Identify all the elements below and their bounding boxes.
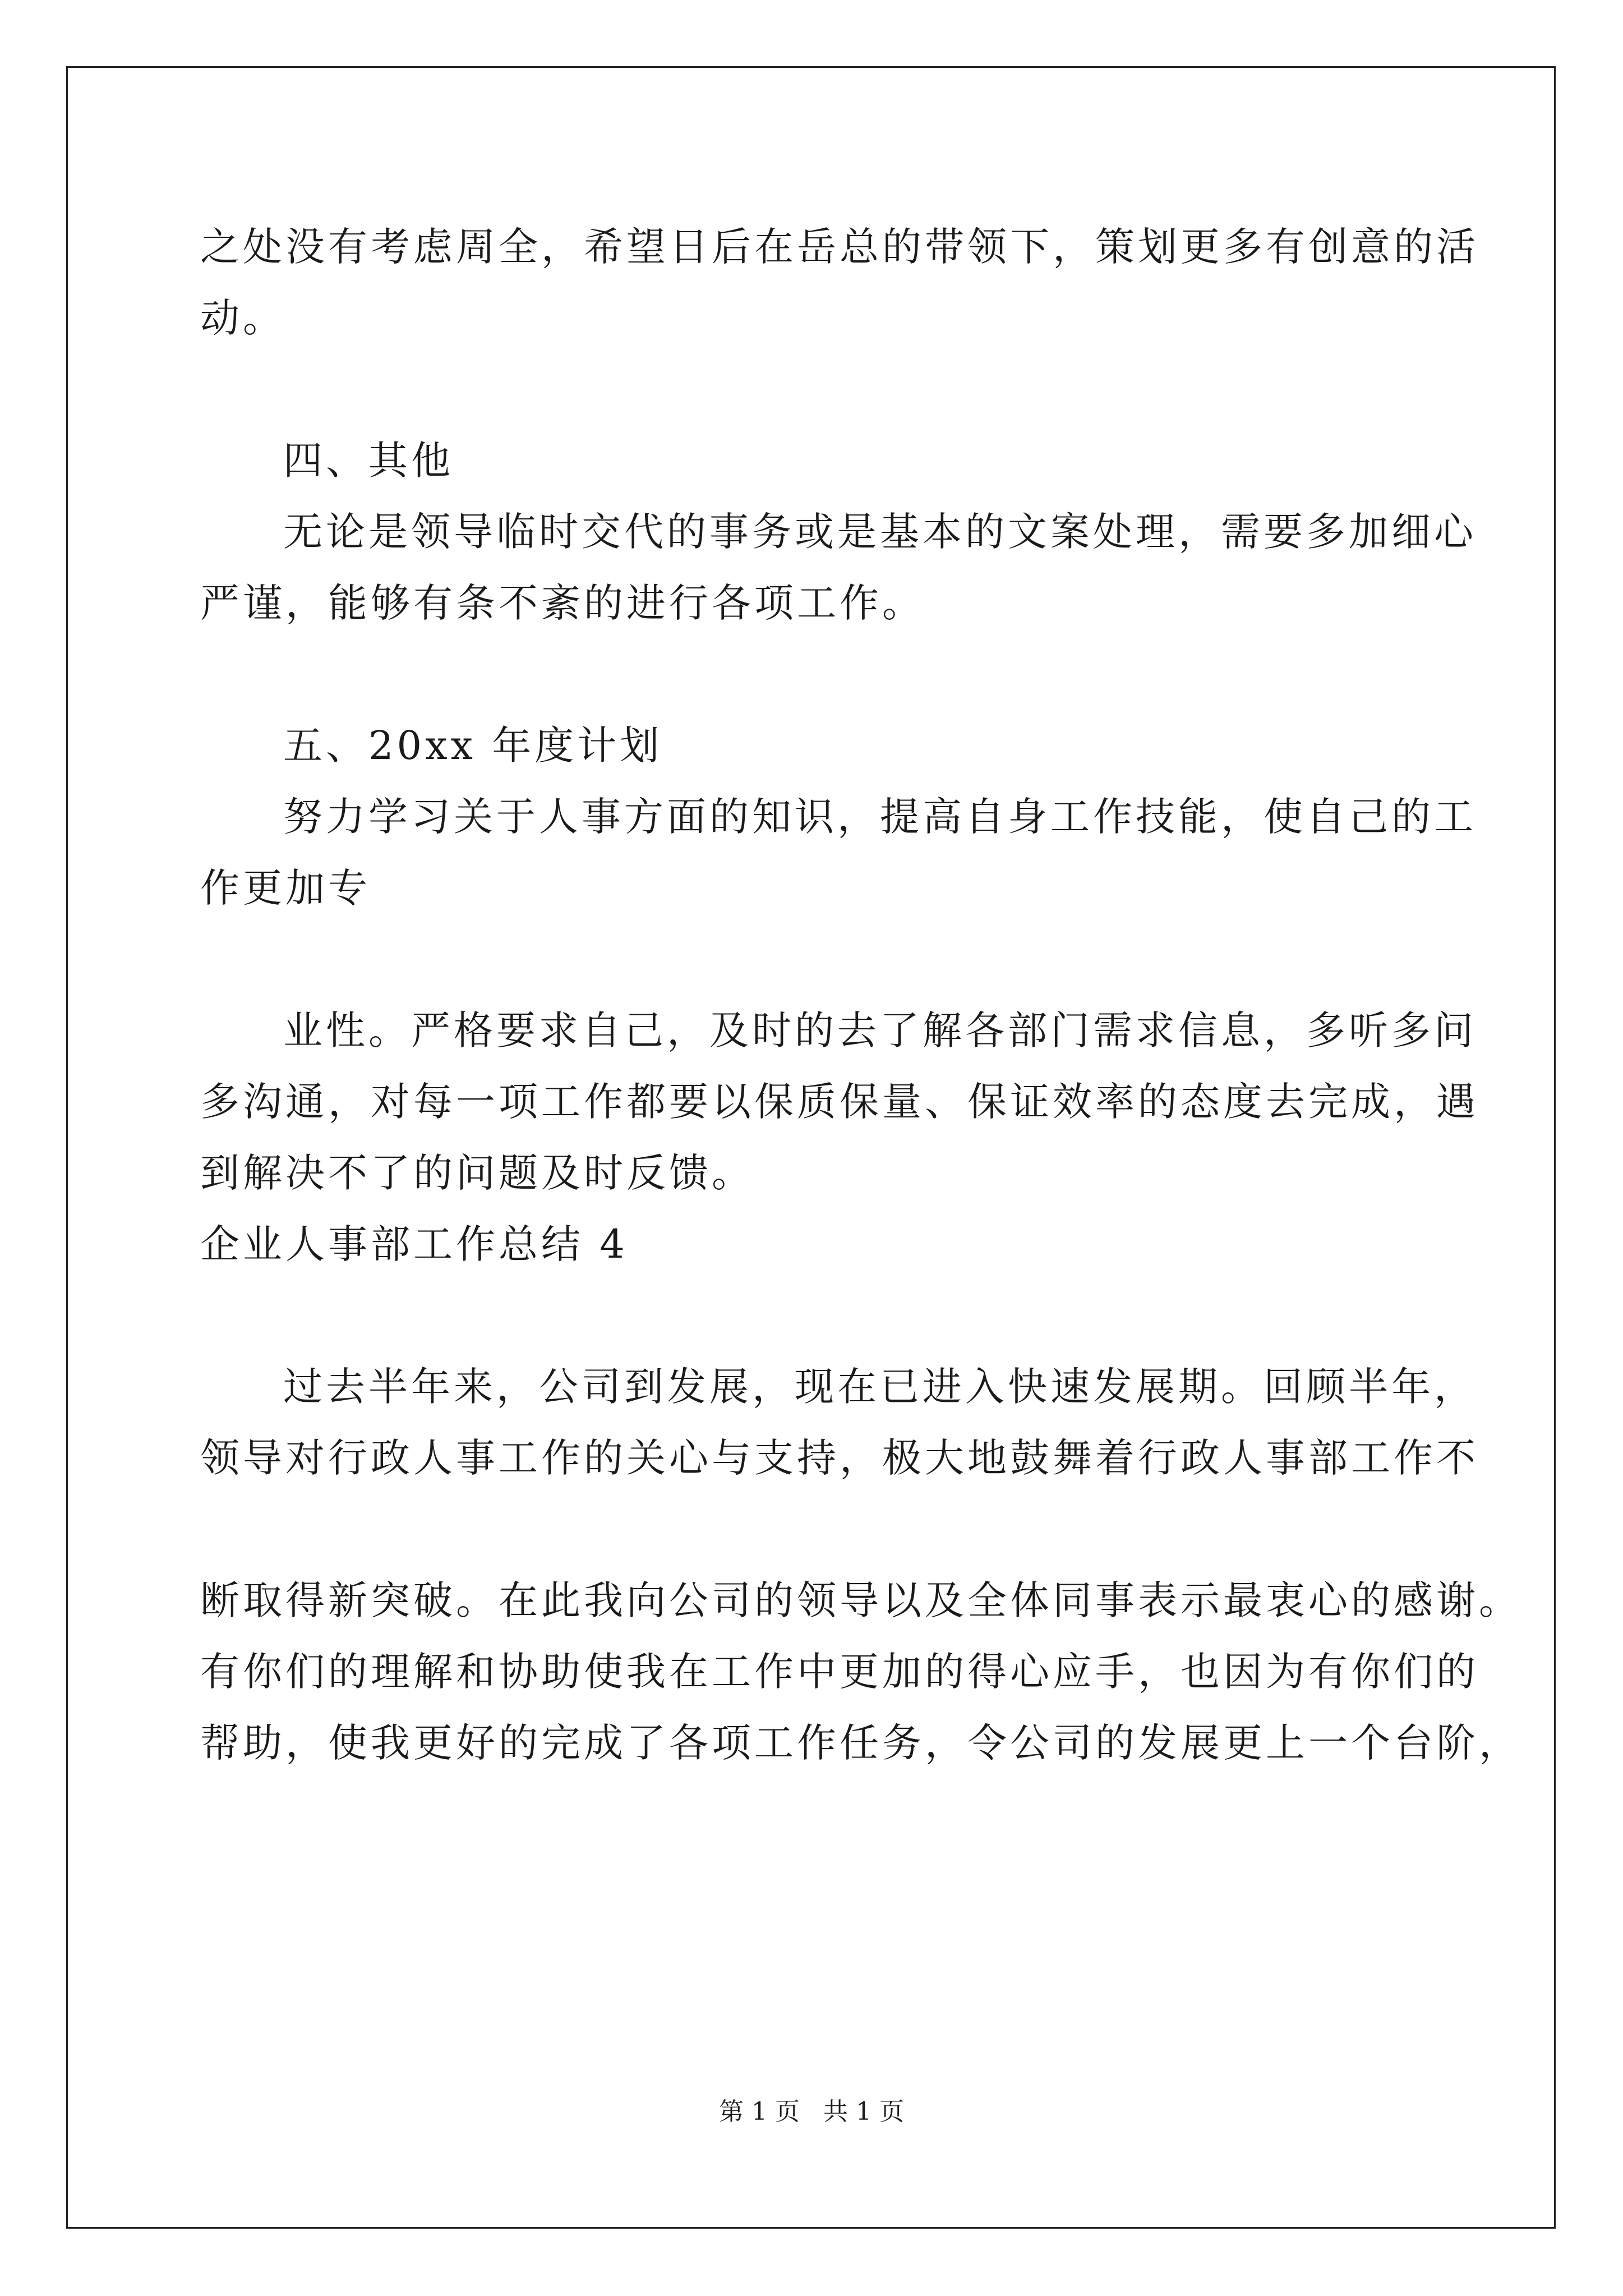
document-section-title: 企业人事部工作总结 4 xyxy=(200,1221,628,1267)
body-text-line: 到解决不了的问题及时反馈。 xyxy=(200,1150,754,1196)
body-text-line: 领导对行政人事工作的关心与支持，极大地鼓舞着行政人事部工作不 xyxy=(200,1435,1479,1481)
body-text-line: 多沟通，对每一项工作都要以保质保量、保证效率的态度去完成，遇 xyxy=(200,1079,1479,1125)
body-text-line: 无论是领导临时交代的事务或是基本的文案处理，需要多加细心 xyxy=(283,509,1477,555)
section-heading-other: 四、其他 xyxy=(283,438,454,484)
body-text-line: 业性。严格要求自己，及时的去了解各部门需求信息，多听多问 xyxy=(283,1007,1477,1053)
body-text-line: 严谨，能够有条不紊的进行各项工作。 xyxy=(200,580,925,626)
body-text-line: 断取得新突破。在此我向公司的领导以及全体同事表示最衷心的感谢。 xyxy=(200,1577,1521,1623)
body-text-line: 作更加专 xyxy=(200,865,371,911)
body-text-line: 努力学习关于人事方面的知识，提高自身工作技能，使自己的工 xyxy=(283,794,1477,840)
body-text-line: 帮助，使我更好的完成了各项工作任务，令公司的发展更上一个台阶， xyxy=(200,1720,1521,1766)
page-footer: 第 1 页 共 1 页 xyxy=(719,2097,904,2126)
body-text-line: 过去半年来，公司到发展，现在已进入快速发展期。回顾半年， xyxy=(283,1364,1477,1410)
body-text-line: 之处没有考虑周全，希望日后在岳总的带领下，策划更多有创意的活 xyxy=(200,224,1479,270)
section-heading-plan: 五、20xx 年度计划 xyxy=(283,723,663,769)
body-text-line: 有你们的理解和协助使我在工作中更加的得心应手，也因为有你们的 xyxy=(200,1649,1479,1695)
body-text-line: 动。 xyxy=(200,295,285,341)
